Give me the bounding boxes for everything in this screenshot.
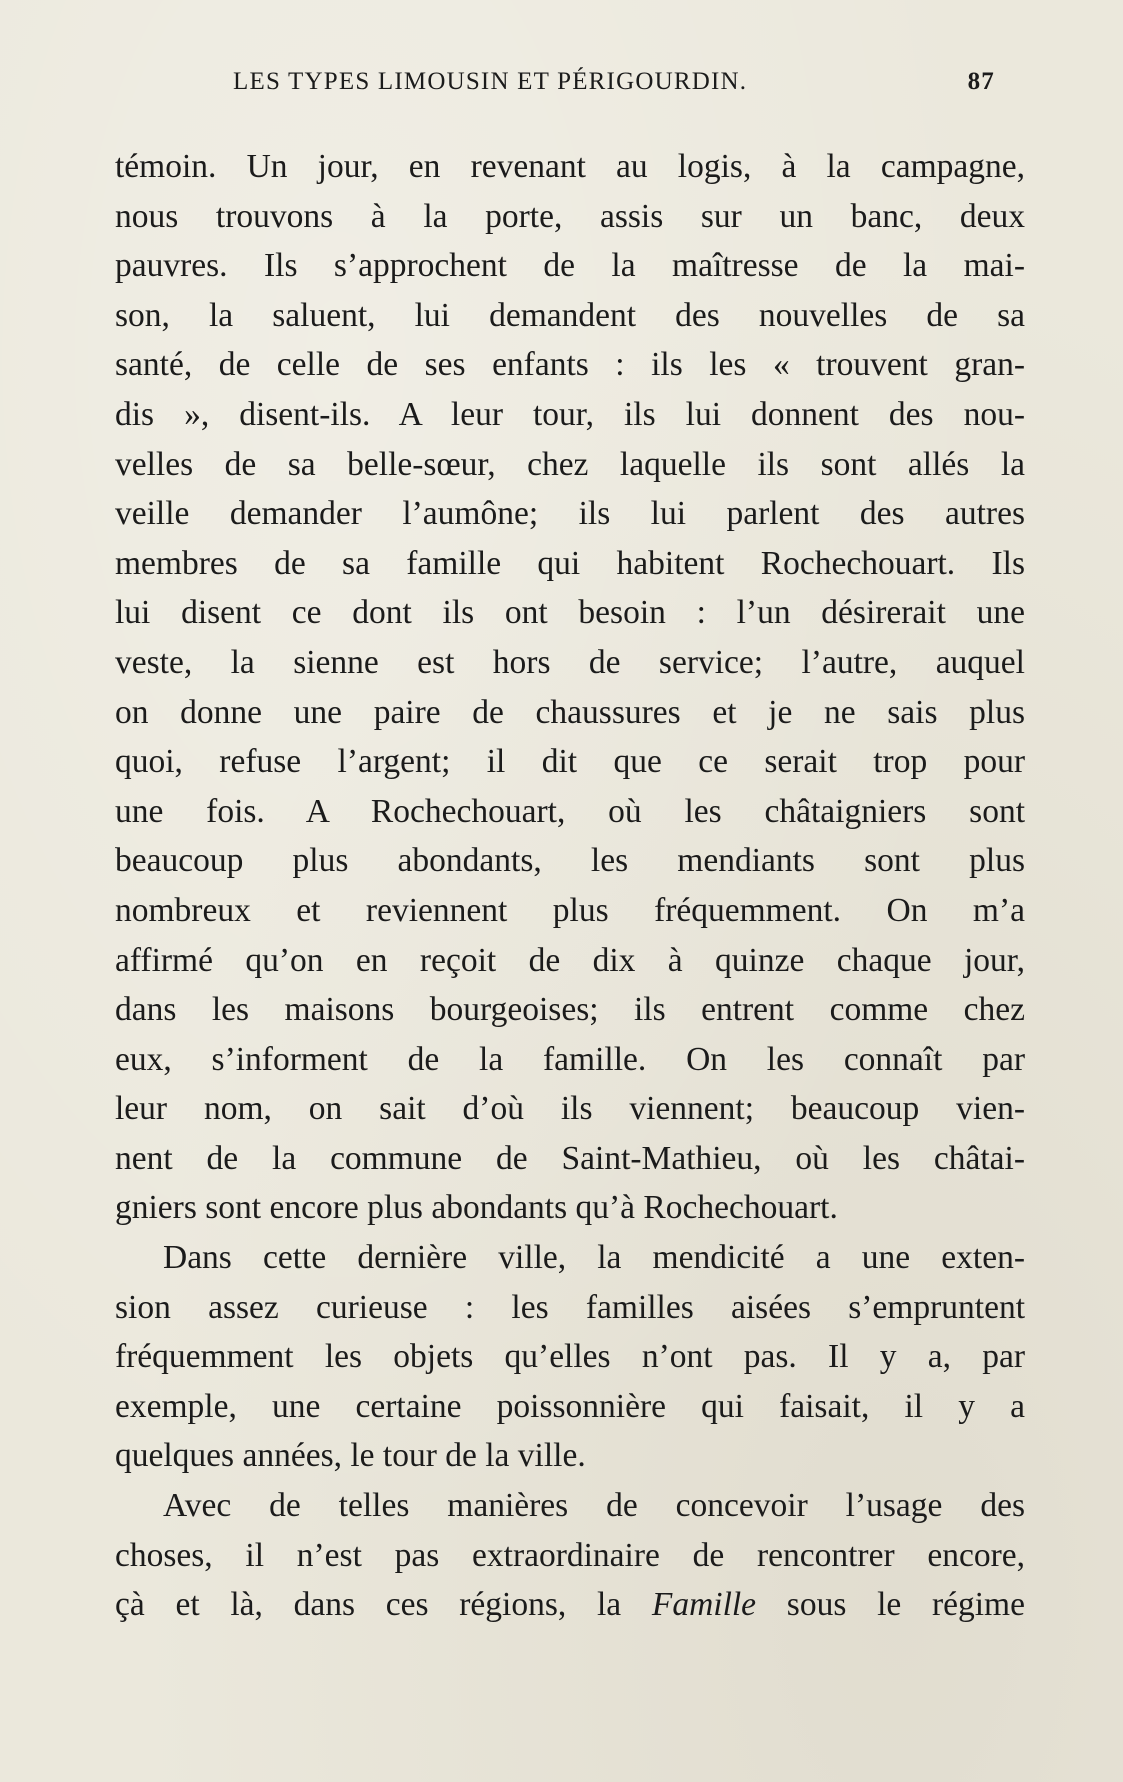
text-line: nous trouvons à la porte, assis sur un banc, deux xyxy=(115,197,1025,235)
text-line: lui disent ce dont ils ont besoin : l’un désirerait une xyxy=(115,594,1025,632)
text-line: santé, de celle de ses enfants : ils les « trouvent gran- xyxy=(115,346,1025,384)
text-line: Dans cette dernière ville, la mendicité a une exten- xyxy=(163,1239,1025,1277)
text-line: fréquemment les objets qu’elles n’ont pas. Il y a, par xyxy=(115,1338,1025,1376)
text-line: velles de sa belle-sœur, chez laquelle ils sont allés la xyxy=(115,445,1025,483)
body-text xyxy=(115,142,1025,1630)
text-line: choses, il n’est pas extraordinaire de rencontrer encore, xyxy=(115,1536,1025,1574)
text-line: dans les maisons bourgeoises; ils entrent comme chez xyxy=(115,991,1025,1029)
text-line: on donne une paire de chaussures et je ne sais plus xyxy=(115,693,1025,731)
text-line: affirmé qu’on en reçoit de dix à quinze chaque jour, xyxy=(115,941,1025,979)
text-fragment: çà et là, dans ces régions, la xyxy=(115,1586,652,1624)
text-line-final xyxy=(115,1580,1025,1630)
text-line: gniers sont encore plus abondants qu’à Rochechouart. xyxy=(115,1189,838,1227)
text-line: sion assez curieuse : les familles aisées s’empruntent xyxy=(115,1288,1025,1326)
text-line: nombreux et reviennent plus fréquemment. On m’a xyxy=(115,891,1025,929)
text-line: veille demander l’aumône; ils lui parlent des autres xyxy=(115,495,1025,533)
text-line: exemple, une certaine poissonnière qui faisait, il y a xyxy=(115,1387,1025,1425)
text-line: beaucoup plus abondants, les mendiants sont plus xyxy=(115,842,1025,880)
text-line: une fois. A Rochechouart, où les châtaigniers sont xyxy=(115,792,1025,830)
text-line: quelques années, le tour de la ville. xyxy=(115,1437,586,1475)
text-fragment: sous le régime xyxy=(756,1586,1025,1624)
text-line: leur nom, on sait d’où ils viennent; beaucoup vien- xyxy=(115,1090,1025,1128)
page-number: 87 xyxy=(967,68,995,95)
text-line: nent de la commune de Saint-Mathieu, où les châtai- xyxy=(115,1139,1025,1177)
text-line: témoin. Un jour, en revenant au logis, à la campagne, xyxy=(115,148,1025,185)
text-line: quoi, refuse l’argent; il dit que ce serait trop pour xyxy=(115,743,1025,781)
text-line: son, la saluent, lui demandent des nouvelles de sa xyxy=(115,296,1025,334)
text-line: veste, la sienne est hors de service; l’autre, auquel xyxy=(115,643,1025,681)
text-line: pauvres. Ils s’approchent de la maîtresse de la mai- xyxy=(115,247,1025,285)
text-line: membres de sa famille qui habitent Rochechouart. Ils xyxy=(115,544,1025,582)
text-line: dis », disent-ils. A leur tour, ils lui donnent des nou- xyxy=(115,395,1025,433)
emphasis-word: Famille xyxy=(651,1586,757,1624)
running-head xyxy=(233,68,1013,108)
text-line: eux, s’informent de la famille. On les connaît par xyxy=(115,1040,1025,1078)
running-title: LES TYPES LIMOUSIN ET PÉRIGOURDIN. xyxy=(233,68,748,95)
text-line: Avec de telles manières de concevoir l’usage des xyxy=(163,1487,1025,1525)
